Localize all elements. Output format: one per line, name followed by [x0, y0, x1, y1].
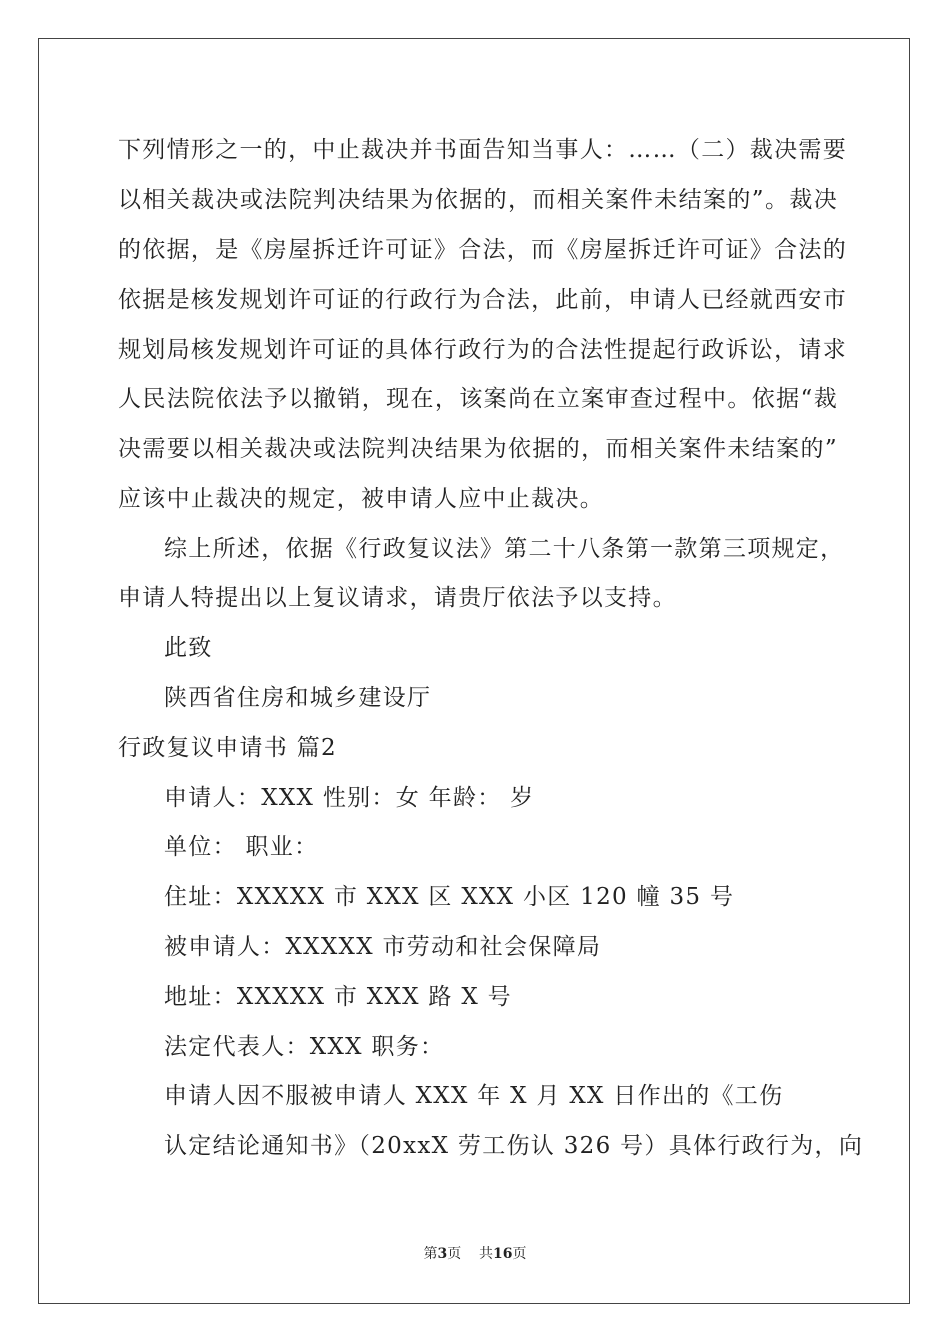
statement-line-1: 申请人因不服被申请人 XXX 年 X 月 XX 日作出的《工伤 — [164, 1083, 784, 1109]
footer-total-prefix: 共 — [479, 1246, 494, 1262]
applicant-line: 申请人：XXX 性别：女 年龄： 岁 — [164, 785, 535, 811]
salutation: 此致 — [164, 635, 213, 661]
summary-line-2: 申请人特提出以上复议请求，请贵厅依法予以支持。 — [118, 585, 677, 611]
legal-rep-line: 法定代表人：XXX 职务： — [164, 1034, 445, 1060]
footer-total-suffix: 页 — [512, 1246, 527, 1262]
address-line: 住址：XXXXX 市 XXX 区 XXX 小区 120 幢 35 号 — [164, 884, 735, 910]
summary-line-1: 综上所述，依据《行政复议法》第二十八条第一款第三项规定， — [164, 536, 845, 562]
body-line-8: 应该中止裁决的规定，被申请人应中止裁决。 — [118, 486, 604, 512]
body-line-6: 人民法院依法予以撤销，现在，该案尚在立案审查过程中。依据“裁 — [118, 386, 838, 412]
respondent-line: 被申请人：XXXXX 市劳动和社会保障局 — [164, 934, 602, 960]
page-footer — [0, 1245, 950, 1263]
body-line-5: 规划局核发规划许可证的具体行政行为的合法性提起行政诉讼，请求 — [118, 337, 847, 363]
footer-prefix: 第 — [423, 1246, 438, 1262]
footer-page-number: 3 — [437, 1246, 448, 1262]
footer-page-suffix: 页 — [447, 1246, 462, 1262]
body-line-4: 依据是核发规划许可证的行政行为合法，此前，申请人已经就西安市 — [118, 287, 847, 313]
body-line-2: 以相关裁决或法院判决结果为依据的，而相关案件未结案的”。裁决 — [118, 187, 838, 213]
respondent-address-line: 地址：XXXXX 市 XXX 路 X 号 — [164, 984, 512, 1010]
body-line-7: 决需要以相关裁决或法院判决结果为依据的，而相关案件未结案的” — [118, 436, 838, 462]
page-border — [38, 38, 910, 1304]
statement-line-2: 认定结论通知书》（20xxX 劳工伤认 326 号）具体行政行为，向 — [164, 1133, 864, 1159]
body-line-3: 的依据，是《房屋拆迁许可证》合法，而《房屋拆迁许可证》合法的 — [118, 237, 847, 263]
footer-total-pages: 16 — [493, 1246, 513, 1262]
section-title: 行政复议申请书 篇2 — [118, 735, 337, 761]
employer-line: 单位： 职业： — [164, 834, 319, 860]
body-line-1: 下列情形之一的，中止裁决并书面告知当事人：……（二）裁决需要 — [118, 137, 847, 163]
recipient: 陕西省住房和城乡建设厅 — [164, 685, 432, 711]
